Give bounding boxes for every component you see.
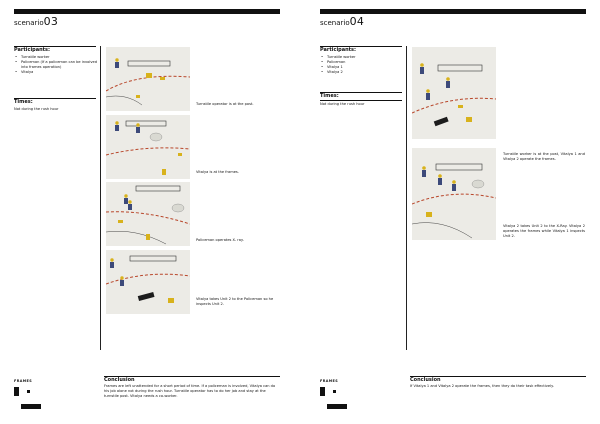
photo-caption: Policeman operates X- ray.	[196, 238, 244, 242]
column-divider	[406, 46, 407, 350]
conclusion-text: If Vitalya 1 and Vitalya 2 operate the frames, then they do their task effectively.	[410, 384, 554, 388]
scenario-photo	[106, 115, 190, 179]
participant-item: • Vitalya 2	[320, 70, 404, 75]
frames-logo-text: FRAMES	[14, 379, 33, 383]
scenario-title	[320, 15, 364, 28]
times-text: Not during the rush hour	[14, 107, 59, 111]
lego-scene-image	[106, 250, 190, 314]
participant-item: • Policeman	[320, 60, 404, 65]
header-bar	[14, 9, 280, 14]
scenario-title	[14, 15, 58, 28]
participants-list	[320, 55, 404, 75]
scenario-label: scenario	[320, 19, 350, 27]
participants-heading: Participants:	[14, 47, 51, 53]
column-divider	[100, 46, 101, 350]
right-page	[300, 0, 600, 424]
participants-heading: Participants:	[320, 47, 357, 53]
photo-caption: Vitalya 2 takes Unit 2 to the X-Ray. Vitalya 2 operates the frames while Vitalya 1 inspects Unit 2.	[503, 224, 585, 238]
scenario-photo	[412, 148, 496, 240]
lego-scene-image	[412, 47, 496, 139]
times-text: Not during the rush hour	[320, 102, 365, 106]
participant-item: • Turnstile worker	[320, 55, 404, 60]
times-underline	[320, 100, 402, 101]
conclusion-heading: Conclusion	[104, 377, 135, 383]
photo-caption: Vitalya takes Unit 2 to the Policeman so he inspects Unit 2.	[196, 297, 274, 306]
times-heading: Times:	[14, 99, 33, 105]
photo-caption: Turnstile operator is at the post.	[196, 102, 254, 106]
frames-logo-mark	[14, 387, 42, 415]
scenario-photo	[412, 47, 496, 139]
scenario-label: scenario	[14, 19, 44, 27]
participant-item: • Policeman (If a policeman can be involved into frames operation)	[14, 60, 98, 70]
lego-scene-image	[412, 148, 496, 240]
conclusion-heading: Conclusion	[410, 377, 441, 383]
photo-caption: Vitalya is at the frames.	[196, 170, 239, 174]
lego-scene-image	[106, 182, 190, 246]
header-bar	[320, 9, 586, 14]
lego-scene-image	[106, 47, 190, 111]
participant-item: • Vitalya 1	[320, 65, 404, 70]
scenario-photo	[106, 250, 190, 314]
lego-scene-image	[106, 115, 190, 179]
participants-list	[14, 55, 98, 75]
scenario-photo	[106, 47, 190, 111]
participant-item: • Turnstile worker	[14, 55, 98, 60]
photo-caption: Turnstile worker is at the post, Vitalya 1 and Vitalya 2 operate the frames.	[503, 152, 585, 161]
participant-item: • Vitalya	[14, 70, 98, 75]
times-heading: Times:	[320, 93, 339, 99]
frames-logo-text: FRAMES	[320, 379, 339, 383]
frames-logo-mark	[320, 387, 348, 415]
scenario-number: 03	[43, 15, 59, 28]
conclusion-text: Frames are left unattended for a short period of time. If a policeman is involved, Vitalya can do his job alone not during the rush hour. Turnstile operator has to do her job and stay at the turnstile post. Vitalya needs a co-worker.	[104, 384, 276, 398]
scenario-number: 04	[349, 15, 365, 28]
scenario-photo	[106, 182, 190, 246]
